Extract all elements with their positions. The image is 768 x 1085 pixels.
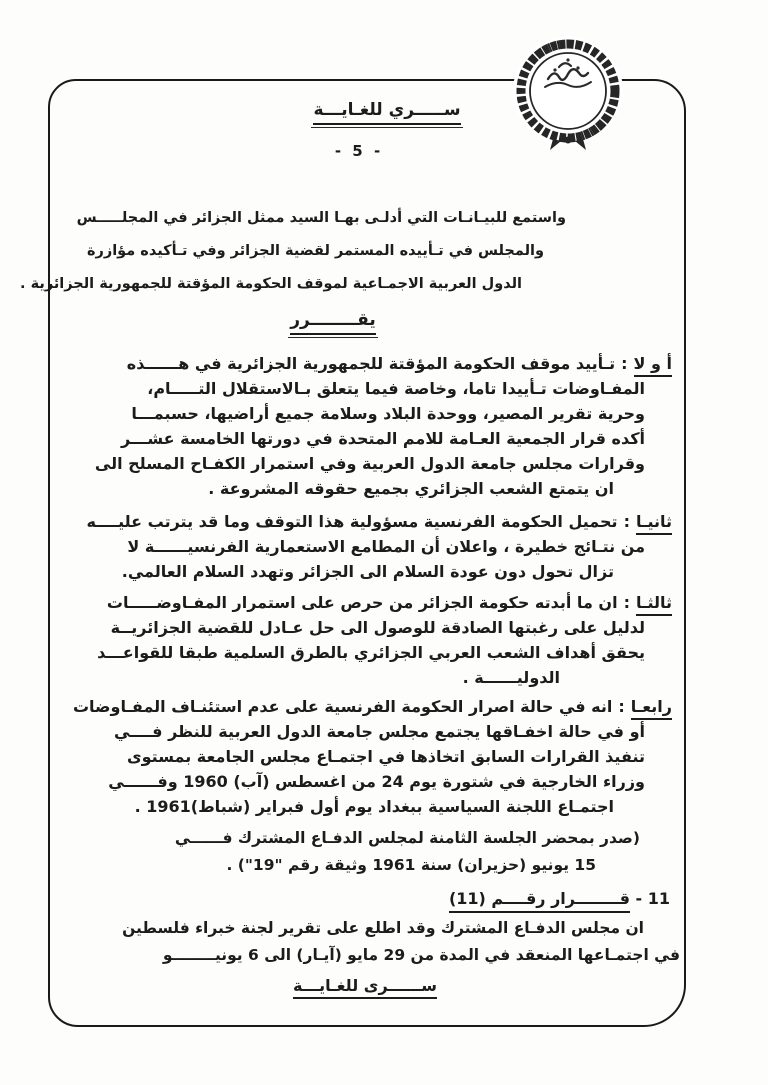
- resolution-text-line: في اجتمـاعها المنعقد في المدة من 29 مايو (آيـار) الى 6 يونيــــــــو: [162, 946, 680, 964]
- page-number: - 5 -: [334, 142, 384, 160]
- decides-heading: [30, 310, 636, 335]
- label-separator: :: [623, 593, 630, 612]
- item-text: تحميل الحكومة الفرنسية مسؤولية هذا التوقف وما قد يترتب عليــــه: [86, 512, 618, 531]
- item-text-line: تنفيذ القرارات السابق اتخاذها في اجتمـاع مجلس الجامعة بمستوى: [126, 747, 645, 766]
- classification-footer-text: ســــــرى للغـايـــة: [293, 976, 437, 999]
- council-statement-paragraph: [20, 202, 684, 301]
- item-text: تـأييد موقف الحكومة المؤقتة للجمهورية الجزائرية في هــــــذه: [126, 354, 616, 373]
- resolution-heading-text: قــــــــرار رقــــم (11): [449, 889, 630, 913]
- item-text-line: الدوليــــــة .: [462, 668, 560, 687]
- item-text-line: تزال تحول دون عودة السلام الى الجزائر وتهدد السلام العالمي.: [121, 562, 614, 581]
- resolution-number-prefix: 11 -: [629, 889, 670, 908]
- item-text: ان ما أبدته حكومة الجزائر من حرص على استمرار المفـاوضـــــات: [106, 593, 618, 612]
- statement-line: الدول العربية الاجمـاعية لموقف الحكومة المؤقتة للجمهورية الجزائرية .: [20, 276, 522, 292]
- decision-item-third: [78, 590, 684, 690]
- item-text-line: من نتـائج خطيرة ، واعلان أن المطامع الاستعمارية الفرنسيــــــة لا: [127, 537, 645, 556]
- statement-line: والمجلس في تـأييده المستمر لقضية الجزائر وفي تـأكيده مؤازرة: [86, 243, 544, 259]
- item-text: انه في حالة اصرار الحكومة الفرنسية على عدم استئنـاف المفـاوضات: [72, 697, 613, 716]
- label-separator: :: [621, 354, 628, 373]
- resolution-text-line: ان مجلس الدفـاع المشترك وقد اطلع على تقرير لجنة خبراء فلسطين: [122, 919, 644, 937]
- decision-item-second: [78, 509, 684, 584]
- decides-heading-text: يقــــــــرر: [290, 310, 375, 335]
- item-text-line: أو في حالة اخفـاقها يجتمع مجلس جامعة الدول العربية للنظر فــــي: [113, 722, 645, 741]
- resolution-11-paragraph: [78, 915, 684, 969]
- item-text-line: وقرارات مجلس جامعة الدول العربية وفي استمرار الكفـاح المسلح الى: [94, 454, 645, 473]
- classification-header-text: ســـــري للغـايـــة: [313, 100, 460, 125]
- item-text-line: أكده قرار الجمعية العـامة للامم المتحدة في دورتها الخامسة عشـــر: [120, 429, 645, 448]
- item-text-line: يحقق أهداف الشعب العربي الجزائري بالطرق السلمية طبقا للقواعـــد: [97, 643, 645, 662]
- item-label: ثالثـا: [636, 593, 672, 616]
- item-text-line: ان يتمتع الشعب الجزائري بجميع حقوقه المشروعة .: [208, 479, 614, 498]
- item-text-line: وزراء الخارجية في شتورة يوم 24 من اغسطس (آب) 1960 وفــــــي: [108, 772, 645, 791]
- statement-line: واستمع للبيـانـات التي أدلـى بهـا السيد ممثل الجزائر في المجلـــــس: [76, 210, 566, 226]
- document-content: [20, 90, 684, 969]
- classification-header: [84, 100, 690, 125]
- label-separator: :: [623, 512, 630, 531]
- item-label: رابعـا: [631, 697, 672, 720]
- decision-item-fourth: [72, 694, 684, 819]
- item-text-line: اجتمـاع اللجنة السياسية ببغداد يوم أول فبراير (شباط)1961 .: [134, 797, 614, 816]
- decision-item-first: [78, 351, 684, 501]
- item-label: ثانيـا: [636, 512, 672, 535]
- item-text-line: وحرية تقرير المصير، ووحدة البلاد وسلامة جميع أراضيها، حسبمـــا: [131, 404, 645, 423]
- issuance-note-line: (صدر بمحضر الجلسة الثامنة لمجلس الدفـاع المشترك فــــــي: [174, 829, 640, 847]
- item-label: أ و لا: [634, 354, 672, 377]
- issuance-note: [78, 825, 684, 879]
- issuance-note-line: 15 يونيو (حزيران) سنة 1961 وثيقة رقم "19") .: [226, 856, 596, 874]
- classification-footer: [48, 976, 682, 995]
- resolution-11-heading: [78, 889, 684, 908]
- label-separator: :: [618, 697, 625, 716]
- item-text-line: لدليل على رغبتها الصادقة للوصول الى حل عـادل للقضية الجزائريــة: [110, 618, 645, 637]
- item-text-line: المفـاوضات تـأييدا تاما، وخاصة فيما يتعلق بـالاستقلال التـــــام،: [147, 379, 645, 398]
